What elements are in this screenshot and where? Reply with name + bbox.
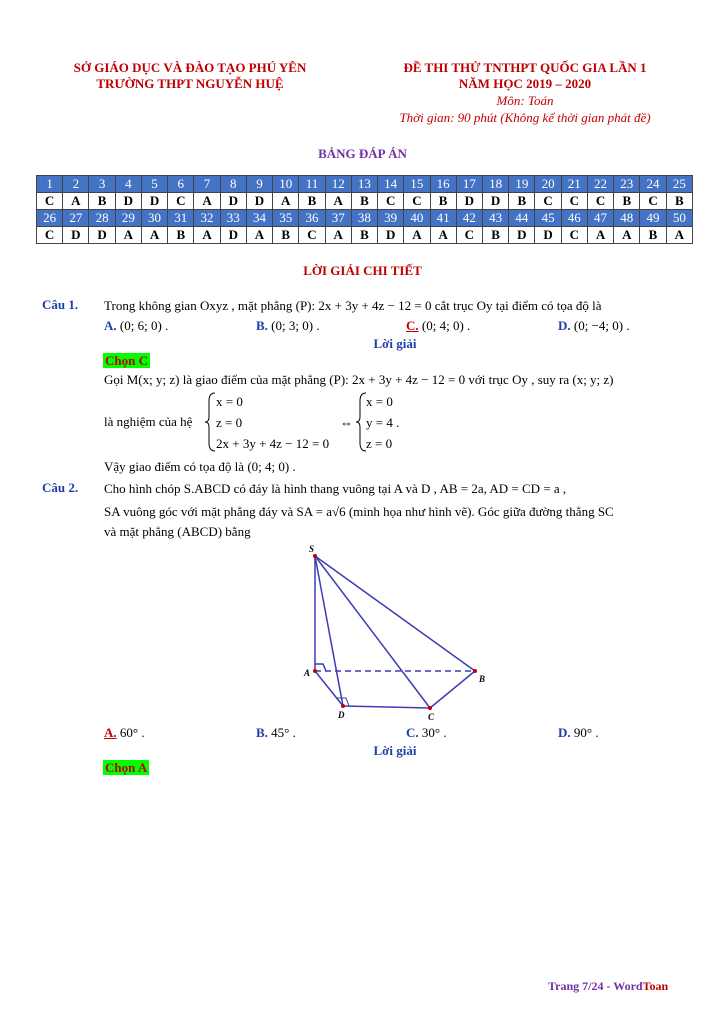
answer-letter-cell-5: D: [141, 193, 167, 210]
q2-option-a: [104, 724, 145, 741]
q1-option-b-text: (0; 3; 0) .: [271, 318, 320, 333]
brand-toan: Toan: [642, 979, 669, 993]
answer-letter-cell-22: C: [587, 193, 613, 210]
edge-SC: [315, 556, 430, 708]
answer-number-cell-24: 49: [640, 210, 666, 227]
q1-option-d-letter: D.: [558, 318, 571, 333]
answer-letter-cell-7: A: [194, 227, 220, 244]
answer-number-cell-16: 16: [430, 176, 456, 193]
q2-option-b-text: 45° .: [271, 725, 296, 740]
q1-option-c: [406, 317, 470, 334]
label-A: A: [304, 668, 311, 678]
q1-option-c-letter: C.: [406, 318, 419, 333]
q1-system-left-eq-2: z = 0: [216, 415, 243, 430]
school-name: TRƯỜNG THPT NGUYỄN HUỆ: [96, 76, 284, 91]
q1-option-d-text: (0; −4; 0) .: [573, 318, 630, 333]
q2-option-d: [558, 724, 599, 741]
q1-system-right-eq-2: y = 4 .: [366, 415, 400, 430]
q1-system-right-eq-3: z = 0: [366, 436, 393, 451]
answer-letter-cell-17: D: [456, 193, 482, 210]
answer-number-cell-23: 48: [614, 210, 640, 227]
answer-letter-cell-6: C: [168, 193, 194, 210]
answer-number-cell-9: 34: [246, 210, 272, 227]
q1-option-a-text: (0; 6; 0) .: [119, 318, 169, 333]
answer-number-cell-17: 17: [456, 176, 482, 193]
q1-option-c-text: (0; 4; 0) .: [421, 318, 471, 333]
answer-letter-cell-16: A: [430, 227, 456, 244]
answer-letter-cell-3: B: [89, 193, 115, 210]
brand-word: Word: [613, 979, 643, 993]
answer-letter-cell-8: D: [220, 227, 246, 244]
answer-table-title: BẢNG ĐÁP ÁN: [318, 146, 407, 161]
school-department: SỞ GIÁO DỤC VÀ ĐÀO TẠO PHÚ YÊN: [73, 60, 307, 75]
answer-number-cell-16: 41: [430, 210, 456, 227]
answer-number-cell-3: 28: [89, 210, 115, 227]
point-B: [473, 669, 477, 673]
label-C: C: [428, 712, 435, 722]
answer-number-cell-20: 45: [535, 210, 561, 227]
answer-number-cell-17: 42: [456, 210, 482, 227]
answer-letter-cell-10: A: [273, 193, 299, 210]
answer-number-cell-18: 18: [482, 176, 508, 193]
answer-number-cell-10: 10: [273, 176, 299, 193]
answer-number-cell-4: 4: [115, 176, 141, 193]
answer-letter-cell-11: B: [299, 193, 325, 210]
q2-option-c-letter: C.: [406, 725, 419, 740]
pyramid-figure: [290, 540, 510, 725]
answer-number-cell-1: 1: [37, 176, 63, 193]
answer-number-cell-14: 39: [378, 210, 404, 227]
answer-letter-cell-11: C: [299, 227, 325, 244]
q1-system-left-brace: [203, 391, 217, 453]
answer-number-cell-12: 37: [325, 210, 351, 227]
answer-number-cell-24: 24: [640, 176, 666, 193]
answer-number-cell-1: 26: [37, 210, 63, 227]
answer-letter-cell-6: B: [168, 227, 194, 244]
answer-number-cell-5: 30: [141, 210, 167, 227]
answer-number-cell-2: 2: [63, 176, 89, 193]
answer-number-cell-15: 15: [404, 176, 430, 193]
answer-letter-cell-20: D: [535, 227, 561, 244]
answer-number-cell-15: 40: [404, 210, 430, 227]
edge-SD: [315, 556, 343, 706]
answer-letter-cell-14: D: [378, 227, 404, 244]
answer-number-cell-25: 50: [666, 210, 692, 227]
answer-letter-cell-23: B: [614, 193, 640, 210]
edge-SB: [315, 556, 475, 671]
answer-letter-cell-14: C: [378, 193, 404, 210]
answer-letter-cell-1: C: [37, 193, 63, 210]
question-2-line-3: và mặt phẳng (ABCD) bằng: [104, 524, 251, 539]
answer-number-cell-4: 29: [115, 210, 141, 227]
answer-number-cell-11: 36: [299, 210, 325, 227]
q1-system-left-eq-3: 2x + 3y + 4z − 12 = 0: [216, 436, 330, 451]
q1-option-a: [104, 317, 168, 334]
solutions-title: LỜI GIẢI CHI TIẾT: [303, 263, 422, 278]
answer-number-cell-12: 12: [325, 176, 351, 193]
label-S: S: [309, 544, 315, 554]
question-1-stem: Trong không gian Oxyz , mặt phẳng (P): 2x + 3y + 4z − 12 = 0 cắt trục Oy tại điểm có tọa độ là: [104, 298, 602, 313]
answer-letter-cell-12: A: [325, 193, 351, 210]
answer-letter-cell-12: A: [325, 227, 351, 244]
answer-number-cell-13: 13: [351, 176, 377, 193]
answer-number-cell-23: 23: [614, 176, 640, 193]
answer-letter-cell-7: A: [194, 193, 220, 210]
q1-solution-line-2: là nghiệm của hệ: [104, 414, 193, 429]
q2-option-c: [406, 724, 447, 741]
answer-letter-cell-9: D: [246, 193, 272, 210]
answer-letter-cell-24: B: [640, 227, 666, 244]
answer-letter-cell-17: C: [456, 227, 482, 244]
q1-option-b: [256, 317, 320, 334]
answer-letter-cell-4: A: [115, 227, 141, 244]
answer-row-numbers-2: [37, 210, 693, 227]
answer-letter-cell-9: A: [246, 227, 272, 244]
answer-letter-cell-13: B: [351, 193, 377, 210]
answer-row-numbers-1: [37, 176, 693, 193]
q1-option-a-letter: A.: [104, 318, 117, 333]
answer-number-cell-18: 43: [482, 210, 508, 227]
q1-equivalence-symbol: ⇔: [340, 415, 353, 430]
answer-letter-cell-16: B: [430, 193, 456, 210]
answer-letter-cell-23: A: [614, 227, 640, 244]
answer-letter-cell-19: B: [509, 193, 535, 210]
answer-letter-cell-13: B: [351, 227, 377, 244]
question-2-line-2: SA vuông góc với mặt phẳng đáy và SA = a√6 (minh họa như hình vẽ). Góc giữa đường thẳng SC: [104, 504, 614, 519]
answer-number-cell-3: 3: [89, 176, 115, 193]
answer-letter-cell-4: D: [115, 193, 141, 210]
q1-solution-heading: Lời giải: [373, 336, 417, 351]
answer-number-cell-20: 20: [535, 176, 561, 193]
answer-letter-cell-8: D: [220, 193, 246, 210]
q2-solution-heading: Lời giải: [373, 743, 417, 758]
answer-number-cell-19: 19: [509, 176, 535, 193]
answer-letter-cell-19: D: [509, 227, 535, 244]
question-2-line-1: Cho hình chóp S.ABCD có đáy là hình thang vuông tại A và D , AB = 2a, AD = CD = a ,: [104, 481, 567, 496]
label-B: B: [479, 674, 486, 684]
edge-DC: [343, 706, 430, 708]
answer-number-cell-10: 35: [273, 210, 299, 227]
question-2-label: Câu 2.: [42, 480, 79, 495]
answer-table: [36, 175, 693, 244]
q2-option-b: [256, 724, 296, 741]
point-A: [313, 669, 317, 673]
point-D: [341, 704, 345, 708]
point-C: [428, 706, 432, 710]
answer-number-cell-13: 38: [351, 210, 377, 227]
school-year: NĂM HỌC 2019 – 2020: [458, 76, 592, 91]
answer-letter-cell-21: C: [561, 227, 587, 244]
exam-duration: Thời gian: 90 phút (Không kể thời gian phát đề): [399, 110, 651, 125]
answer-number-cell-11: 11: [299, 176, 325, 193]
page-number: Trang 7/24 -: [548, 979, 614, 993]
edge-CB: [430, 671, 475, 708]
answer-number-cell-22: 47: [587, 210, 613, 227]
q1-solution-line-1: Gọi M(x; y; z) là giao điểm của mặt phẳng (P): 2x + 3y + 4z − 12 = 0 với trục Oy , suy ra (x; y; z): [104, 372, 614, 387]
question-1-label: Câu 1.: [42, 297, 79, 312]
answer-letter-cell-18: D: [482, 193, 508, 210]
answer-number-cell-2: 27: [63, 210, 89, 227]
q1-conclusion: Vậy giao điểm có tọa độ là (0; 4; 0) .: [104, 459, 296, 474]
answer-number-cell-7: 32: [194, 210, 220, 227]
answer-letter-cell-25: B: [666, 193, 692, 210]
q2-option-b-letter: B.: [256, 725, 268, 740]
page-footer: [548, 979, 668, 994]
answer-row-letters-2: [37, 227, 693, 244]
q1-system-left-eq-1: x = 0: [216, 394, 243, 409]
q2-option-a-letter: A.: [104, 725, 117, 740]
answer-number-cell-19: 44: [509, 210, 535, 227]
answer-number-cell-6: 31: [168, 210, 194, 227]
answer-letter-cell-2: A: [63, 193, 89, 210]
answer-number-cell-14: 14: [378, 176, 404, 193]
answer-number-cell-22: 22: [587, 176, 613, 193]
answer-number-cell-5: 5: [141, 176, 167, 193]
exam-title: ĐỀ THI THỬ TNTHPT QUỐC GIA LẦN 1: [403, 60, 647, 75]
answer-letter-cell-3: D: [89, 227, 115, 244]
answer-letter-cell-22: A: [587, 227, 613, 244]
q2-option-a-text: 60° .: [119, 725, 145, 740]
q1-option-d: [558, 317, 630, 334]
answer-letter-cell-10: B: [273, 227, 299, 244]
answer-number-cell-7: 7: [194, 176, 220, 193]
answer-number-cell-8: 33: [220, 210, 246, 227]
answer-letter-cell-1: C: [37, 227, 63, 244]
point-S: [313, 554, 317, 558]
answer-letter-cell-18: B: [482, 227, 508, 244]
q2-chosen-answer: Chọn A: [105, 760, 148, 775]
q1-system-right-eq-1: x = 0: [366, 394, 393, 409]
answer-number-cell-8: 8: [220, 176, 246, 193]
answer-row-letters-1: [37, 193, 693, 210]
answer-number-cell-6: 6: [168, 176, 194, 193]
answer-letter-cell-25: A: [666, 227, 692, 244]
answer-letter-cell-15: A: [404, 227, 430, 244]
q1-chosen-answer: Chọn C: [105, 353, 148, 368]
answer-letter-cell-20: C: [535, 193, 561, 210]
answer-letter-cell-5: A: [141, 227, 167, 244]
answer-number-cell-21: 46: [561, 210, 587, 227]
edge-AD: [315, 671, 343, 706]
q1-option-b-letter: B.: [256, 318, 268, 333]
q2-option-d-text: 90° .: [573, 725, 599, 740]
answer-letter-cell-15: C: [404, 193, 430, 210]
q2-option-c-text: 30° .: [421, 725, 447, 740]
answer-letter-cell-21: C: [561, 193, 587, 210]
answer-number-cell-25: 25: [666, 176, 692, 193]
answer-letter-cell-2: D: [63, 227, 89, 244]
q2-option-d-letter: D.: [558, 725, 571, 740]
subject: Môn: Toán: [496, 93, 554, 108]
label-D: D: [338, 710, 345, 720]
answer-letter-cell-24: C: [640, 193, 666, 210]
answer-number-cell-21: 21: [561, 176, 587, 193]
answer-number-cell-9: 9: [246, 176, 272, 193]
